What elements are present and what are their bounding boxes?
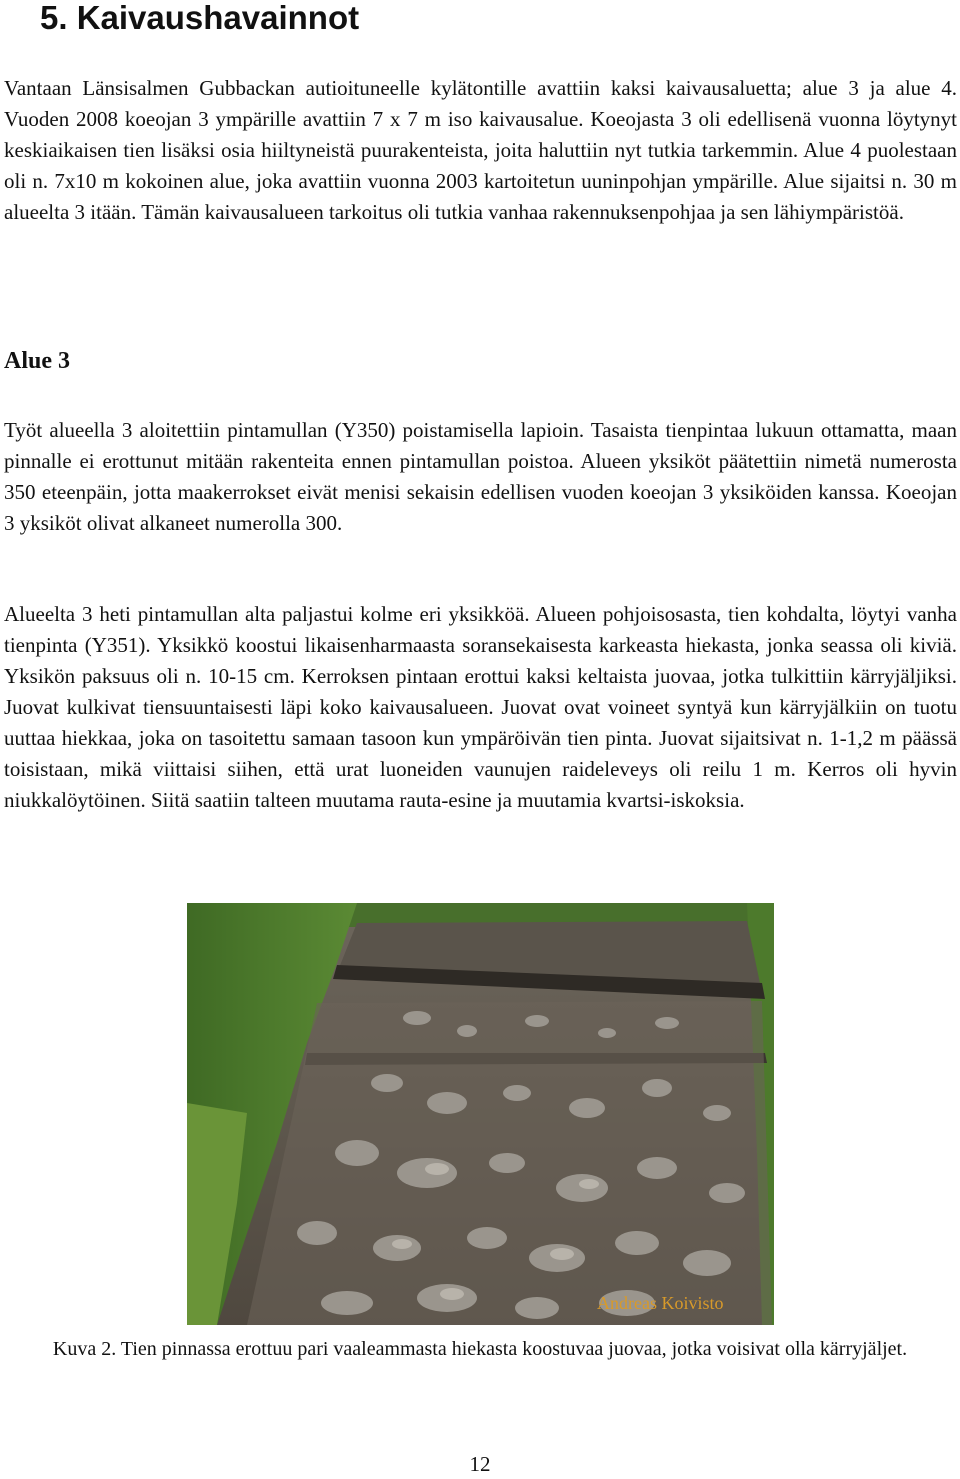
page-number: 12 [469,1452,491,1476]
photo-watermark: Andreas Koivisto [597,1293,724,1313]
excavation-photo [187,903,774,1325]
figure-caption: Kuva 2. Tien pinnassa erottuu pari vaaleammasta hiekasta koostuvaa juovaa, jotka voisivat olla kärryjäljet. [52,1338,908,1360]
page-heading: 5. Kaivaushavainnot [40,0,360,36]
section-heading: Alue 3 [4,348,70,374]
layers-paragraph: Alueelta 3 heti pintamullan alta paljastui kolme eri yksikköä. Alueen pohjoisosasta, tien kohdalta, löytyi vanha tienpinta (Y351). Yksikkö koostui likaisenharmaasta soransekaisesta karkeasta hiekasta, jonka seassa oli kiviä. Yksikön paksuus oli n. 10-15 cm. Kerroksen pintaan erottui kaksi keltaista juovaa, jotka tulkittiin kärryjäljiksi. Juovat kulkivat tiensuuntaisesti läpi koko kaivausalueen. Juovat ovat voineet syntyä kun kärryjälkiin on tuotu uuttaa hiekkaa, joka on tasoitettu samaan tasoon kun ympäröivän tien pinta. Juovat sijaitsivat n. 1-1,2 m päässä toisistaan, mikä viittaisi siihen, että urat luoneiden vaunujen raideleveys oli reilu 1 m. Kerros oli hyvin niukkalöytöinen. Siitä saatiin talteen muutama rauta-esine ja muutamia kvartsi-iskoksia. [4,602,957,812]
works-paragraph: Työt alueella 3 aloitettiin pintamullan (Y350) poistamisella lapioin. Tasaista tienpintaa lukuun ottamatta, maan pinnalle ei erottunut mitään rakenteita ennen pintamullan poistoa. Alueen yksiköt päätettiin nimetä numerosta 350 eteenpäin, jotta maakerrokset eivät menisi sekaisin edellisen vuoden koeojan 3 yksiköiden kanssa. Koeojan 3 yksiköt olivat alkaneet numerolla 300. [4,418,957,535]
intro-paragraph: Vantaan Länsisalmen Gubbackan autioituneelle kylätontille avattiin kaksi kaivausaluetta; alue 3 ja alue 4. Vuoden 2008 koeojan 3 ympärille avattiin 7 x 7 m iso kaivausalue. Koeojasta 3 oli edellisenä vuonna löytynyt keskiaikaisen tien lisäksi osia hiiltyneistä puurakenteista, joita haluttiin nyt tutkia tarkemmin. Alue 4 puolestaan oli n. 7x10 m kokoinen alue, joka avattiin vuonna 2003 kartoitetun uuninpohjan ympärille. Alue sijaitsi n. 30 m alueelta 3 itään. Tämän kaivausalueen tarkoitus oli tutkia vanhaa rakennuksenpohjaa ja sen lähiympäristöä. [4,76,957,224]
